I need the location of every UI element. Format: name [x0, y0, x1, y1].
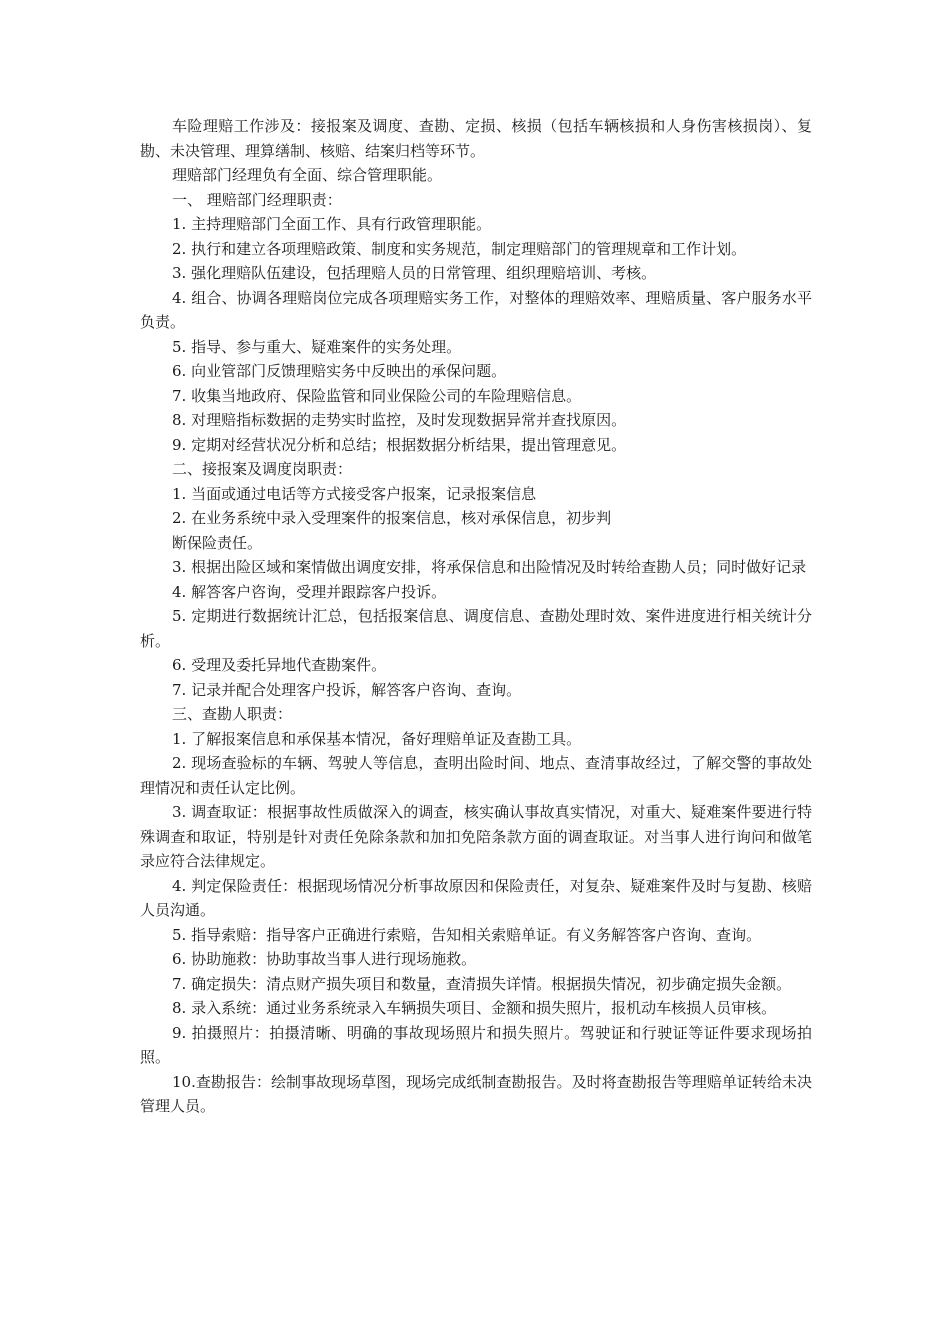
intro-paragraph: 车险理赔工作涉及：接报案及调度、查勘、定损、核损（包括车辆核损和人身伤害核损岗）、复勘、未决管理、理算缮制、核赔、结案归档等环节。 — [140, 117, 812, 160]
list-item: 9. 定期对经营状况分析和总结；根据数据分析结果，提出管理意见。 — [172, 435, 627, 454]
list-item: 4. 判定保险责任：根据现场情况分析事故原因和保险责任，对复杂、疑难案件及时与复勘、核赔人员沟通。 — [140, 876, 812, 919]
document-body — [140, 114, 812, 1119]
section-heading: 二、接报案及调度岗职责： — [172, 460, 353, 478]
list-item: 1. 主持理赔部门全面工作、具有行政管理职能。 — [172, 215, 492, 233]
list-item: 4. 解答客户咨询，受理并跟踪客户投诉。 — [172, 582, 447, 601]
list-item: 6. 协助施救：协助事故当事人进行现场施救。 — [172, 950, 477, 968]
list-item: 3. 调查取证：根据事故性质做深入的调查，核实确认事故真实情况，对重大、疑难案件要进行特殊调查和取证，特别是针对责任免除条款和加扣免陪条款方面的调查取证。对当事人进行询问和做笔录应符合法律规定。 — [140, 803, 812, 870]
list-item: 2. 执行和建立各项理赔政策、制度和实务规范，制定理赔部门的管理规章和工作计划。 — [172, 239, 747, 258]
section-heading: 一、 理赔部门经理职责： — [172, 190, 342, 209]
list-item-continuation: 断保险责任。 — [172, 533, 263, 552]
list-item: 4. 组合、协调各理赔岗位完成各项理赔实务工作，对整体的理赔效率、理赔质量、客户服务水平负责。 — [140, 288, 812, 331]
intro-paragraph: 理赔部门经理负有全面、综合管理职能。 — [172, 166, 443, 184]
list-item: 2. 在业务系统中录入受理案件的报案信息，核对承保信息，初步判 — [172, 509, 612, 527]
list-item: 5. 指导、参与重大、疑难案件的实务处理。 — [172, 337, 462, 356]
list-item: 1. 当面或通过电话等方式接受客户报案，记录报案信息 — [172, 484, 537, 503]
list-item: 9. 拍摄照片：拍摄清晰、明确的事故现场照片和损失照片。驾驶证和行驶证等证件要求现场拍照。 — [140, 1023, 812, 1066]
list-item: 10.查勘报告：绘制事故现场草图，现场完成纸制查勘报告。及时将查勘报告等理赔单证转给未决管理人员。 — [140, 1072, 812, 1115]
list-item: 3. 根据出险区域和案情做出调度安排，将承保信息和出险情况及时转给查勘人员；同时做好记录 — [172, 558, 807, 576]
list-item: 7. 记录并配合处理客户投诉，解答客户咨询、查询。 — [172, 680, 522, 699]
list-item: 5. 定期进行数据统计汇总，包括报案信息、调度信息、查勘处理时效、案件进度进行相关统计分析。 — [140, 607, 812, 650]
list-item: 8. 录入系统：通过业务系统录入车辆损失项目、金额和损失照片，报机动车核损人员审核。 — [172, 999, 777, 1017]
list-item: 2. 现场查验标的车辆、驾驶人等信息，查明出险时间、地点、查清事故经过，了解交警的事故处理情况和责任认定比例。 — [140, 754, 812, 797]
list-item: 7. 收集当地政府、保险监管和同业保险公司的车险理赔信息。 — [172, 386, 582, 405]
list-item: 5. 指导索赔：指导客户正确进行索赔，告知相关索赔单证。有义务解答客户咨询、查询。 — [172, 925, 762, 944]
list-item: 6. 向业管部门反馈理赔实务中反映出的承保问题。 — [172, 362, 507, 380]
section-heading: 三、查勘人职责： — [172, 705, 293, 723]
list-item: 1. 了解报案信息和承保基本情况，备好理赔单证及查勘工具。 — [172, 729, 582, 748]
list-item: 8. 对理赔指标数据的走势实时监控，及时发现数据异常并查找原因。 — [172, 411, 627, 429]
list-item: 3. 强化理赔队伍建设，包括理赔人员的日常管理、组织理赔培训、考核。 — [172, 264, 657, 282]
list-item: 7. 确定损失：清点财产损失项目和数量，查清损失详情。根据损失情况，初步确定损失金额。 — [172, 974, 792, 993]
list-item: 6. 受理及委托异地代查勘案件。 — [172, 656, 387, 674]
